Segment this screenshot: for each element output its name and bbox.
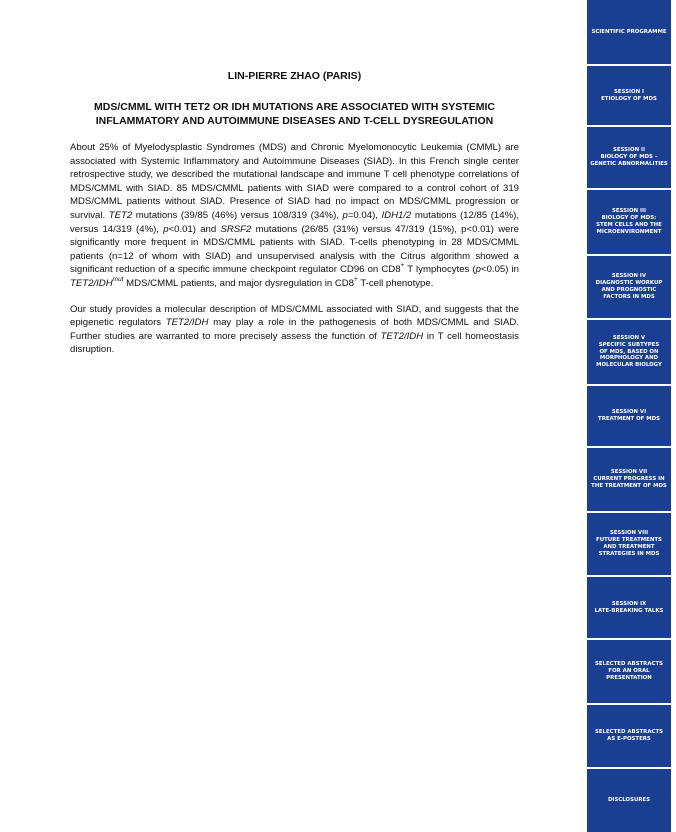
nav-label: SESSION IV DIAGNOSTIC WORKUP AND PROGNOSTIC FACTORS IN MDS (595, 273, 663, 300)
abstract-paragraph-2 (70, 303, 519, 357)
text-run: in T cell homeostasis disruption. (70, 330, 519, 356)
nav-session-1[interactable] (587, 66, 671, 125)
superscript: mut (112, 275, 124, 283)
gene-name: TET2/IDH (70, 277, 113, 289)
nav-label: SESSION II BIOLOGY OF MDS – GENETIC ABNORMALITIES (590, 147, 668, 167)
p-value-symbol: p (342, 209, 348, 221)
nav-label: SELECTED ABSTRACTS FOR AN ORAL PRESENTATION (594, 661, 664, 681)
nav-label: SESSION VII CURRENT PROGRESS IN THE TREATMENT OF MDS (591, 469, 667, 489)
abstract-paragraph-1 (70, 141, 519, 291)
nav-label: SESSION VI TREATMENT OF MDS (598, 409, 660, 422)
text-run: T-cell phenotype. (357, 277, 434, 289)
superscript: + (400, 262, 405, 270)
nav-session-9[interactable] (587, 577, 671, 638)
nav-session-2[interactable] (587, 127, 671, 188)
nav-label: SESSION VIII FUTURE TREATMENTS AND TREATMENT STRATEGIES IN MDS (596, 530, 662, 557)
nav-label: SESSION V SPECIFIC SUBTYPES OF MDS, BASED ON MORPHOLOGY AND MOLECULAR BIOLOGY (596, 335, 662, 369)
nav-scientific-programme[interactable] (587, 0, 671, 64)
abstract-title (70, 100, 519, 128)
nav-session-6[interactable] (587, 386, 671, 446)
nav-session-8[interactable] (587, 513, 671, 575)
text-run: mutations (26/85 (31%) versus 47/319 (15%), p<0.01) were significantly more frequent in MDS/CMML patients with SIAD. T-cells phenotyping in 28 MDS/CMML patients (n=12 of whom with SIAD) and unsupervised analysis with the Citrus algorithm showed a significant reduction of a specific immune checkpoint regulator CD96 on CD8 (70, 223, 519, 276)
nav-session-4[interactable] (587, 256, 671, 318)
text-run: =0.04), (347, 209, 382, 221)
text-run: <0.05) in (480, 264, 519, 276)
text-run: mutations (12/85 (14%), versus 14/319 (4%), (70, 209, 519, 235)
text-run: T lymphocytes ( (404, 264, 476, 276)
gene-name: TET2/IDH (380, 330, 424, 342)
nav-label: SESSION IX LATE-BREAKING TALKS (594, 600, 664, 614)
nav-disclosures[interactable] (587, 769, 671, 832)
p-value-symbol: p (163, 223, 169, 235)
gene-name: SRSF2 (220, 223, 252, 235)
title-line-2: INFLAMMATORY AND AUTOIMMUNE DISEASES AND T-CELL DYSREGULATION (95, 115, 494, 127)
nav-label: SELECTED ABSTRACTS AS E-POSTERS (594, 729, 664, 742)
abstract-content (70, 70, 519, 369)
title-line-1: MDS/CMML WITH TET2 OR IDH MUTATIONS ARE ASSOCIATED WITH SYSTEMIC (94, 101, 495, 113)
gene-name: IDH1/2 (381, 209, 412, 221)
nav-session-3[interactable] (587, 190, 671, 254)
nav-selected-abstracts-eposters[interactable] (587, 705, 671, 767)
text-run: mutations (39/85 (46%) versus 108/319 (34%), (132, 209, 343, 221)
nav-label: SESSION I ETIOLOGY OF MDS (601, 88, 657, 102)
p-value-symbol: p (475, 264, 481, 276)
gene-name: TET2 (108, 209, 133, 221)
nav-session-5[interactable] (587, 320, 671, 384)
nav-label: SESSION III BIOLOGY OF MDS: STEM CELLS AND THE MICROENVIRONMENT (596, 208, 662, 235)
nav-label: SCIENTIFIC PROGRAMME (591, 28, 667, 35)
nav-label: DISCLOSURES (607, 797, 651, 804)
text-run: Our study provides a molecular description of MDS/CMML associated with SIAD, and suggests that the epigenetic regulators (70, 303, 519, 329)
author-heading: LIN-PIERRE ZHAO (PARIS) (227, 70, 362, 82)
superscript: + (354, 275, 358, 283)
navigation-sidebar (587, 0, 671, 832)
nav-session-7[interactable] (587, 448, 671, 511)
text-run: About 25% of Myelodysplastic Syndromes (MDS) and Chronic Myelomonocytic Leukemia (CMML) are associated with Systemic Inflammatory and Autoimmune Diseases (SIAD). In this French single center retrospective study, we described the mutational landscape and immune T cell phenotype correlations of MDS/CMML with SIAD. 85 MDS/CMML patients with SIAD were compared to a control cohort of 319 MDS/CMML patients without SIAD. Presence of SIAD had no impact on MDS/CMML progression or survival. (70, 142, 519, 221)
gene-name: TET2/IDH (165, 317, 209, 329)
text-run: <0.01) and (168, 223, 221, 235)
text-run: may play a role in the pathogenesis of both MDS/CMML and SIAD. Further studies are warranted to more precisely assess the function of (70, 317, 519, 342)
nav-selected-abstracts-oral[interactable] (587, 640, 671, 703)
text-run: MDS/CMML patients, and major dysregulation in CD8 (123, 277, 355, 289)
